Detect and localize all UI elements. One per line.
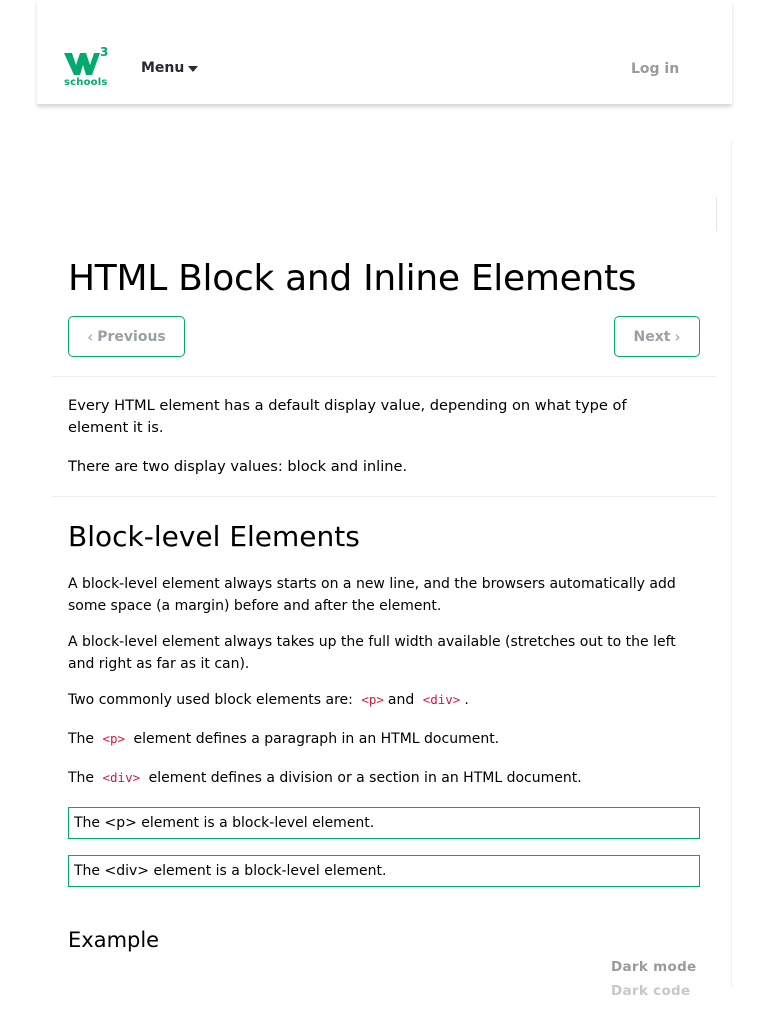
caret-down-icon bbox=[188, 66, 198, 72]
logo-superscript: 3 bbox=[100, 45, 109, 59]
note-box: The <div> element is a block-level element. bbox=[68, 855, 700, 887]
menu-button-label: Menu bbox=[141, 60, 185, 76]
code-p-tag: <p> bbox=[102, 731, 126, 746]
dark-mode-toggle[interactable]: Dark mode bbox=[611, 959, 697, 975]
block-paragraph-2: A block-level element always takes up the full width available (stretches out to the left and right as far as it can). bbox=[68, 634, 676, 672]
intro-paragraph-1: Every HTML element has a default display value, depending on what type of element it is. bbox=[68, 397, 627, 436]
block-paragraph-5 bbox=[68, 767, 688, 790]
chevron-left-icon: ‹ bbox=[87, 327, 94, 346]
ad-placeholder-divider bbox=[716, 197, 717, 231]
divider bbox=[52, 496, 716, 497]
note-box: The <p> element is a block-level element. bbox=[68, 807, 700, 839]
dark-code-toggle[interactable] bbox=[611, 983, 690, 989]
w3schools-logo[interactable] bbox=[64, 47, 112, 91]
code-div-tag: <div> bbox=[102, 770, 141, 785]
chevron-right-icon: › bbox=[674, 327, 681, 346]
section-heading: Block-level Elements bbox=[68, 520, 360, 553]
page-title: HTML Block and Inline Elements bbox=[68, 258, 637, 299]
text: Two commonly used block elements are: bbox=[68, 692, 353, 708]
top-navigation-bar bbox=[37, 0, 732, 104]
example-heading: Example bbox=[68, 928, 160, 952]
text: element defines a division or a section in an HTML document. bbox=[148, 770, 582, 786]
code-p-tag: <p> bbox=[361, 692, 384, 707]
next-button-label: Next bbox=[633, 328, 671, 345]
login-link[interactable]: Log in bbox=[631, 61, 680, 77]
logo-text: schools bbox=[64, 77, 108, 88]
block-paragraph-1: A block-level element always starts on a new line, and the browsers automatically add some space (a margin) before and after the element. bbox=[68, 576, 676, 614]
previous-button-label: Previous bbox=[97, 328, 166, 345]
text: and bbox=[387, 692, 415, 708]
block-paragraph-4 bbox=[68, 728, 688, 751]
next-button[interactable] bbox=[614, 316, 700, 357]
code-div-tag: <div> bbox=[422, 692, 461, 707]
intro-paragraph-2: There are two display values: block and inline. bbox=[68, 458, 408, 475]
menu-button[interactable] bbox=[141, 60, 198, 76]
text: . bbox=[464, 692, 469, 708]
divider bbox=[52, 376, 716, 377]
content-right-border bbox=[731, 140, 732, 990]
text: The bbox=[68, 731, 95, 747]
previous-button[interactable] bbox=[68, 316, 185, 357]
w3-logo-icon bbox=[64, 51, 100, 79]
block-paragraph-3 bbox=[68, 689, 688, 712]
text: element defines a paragraph in an HTML document. bbox=[133, 731, 500, 747]
text: The bbox=[68, 770, 95, 786]
